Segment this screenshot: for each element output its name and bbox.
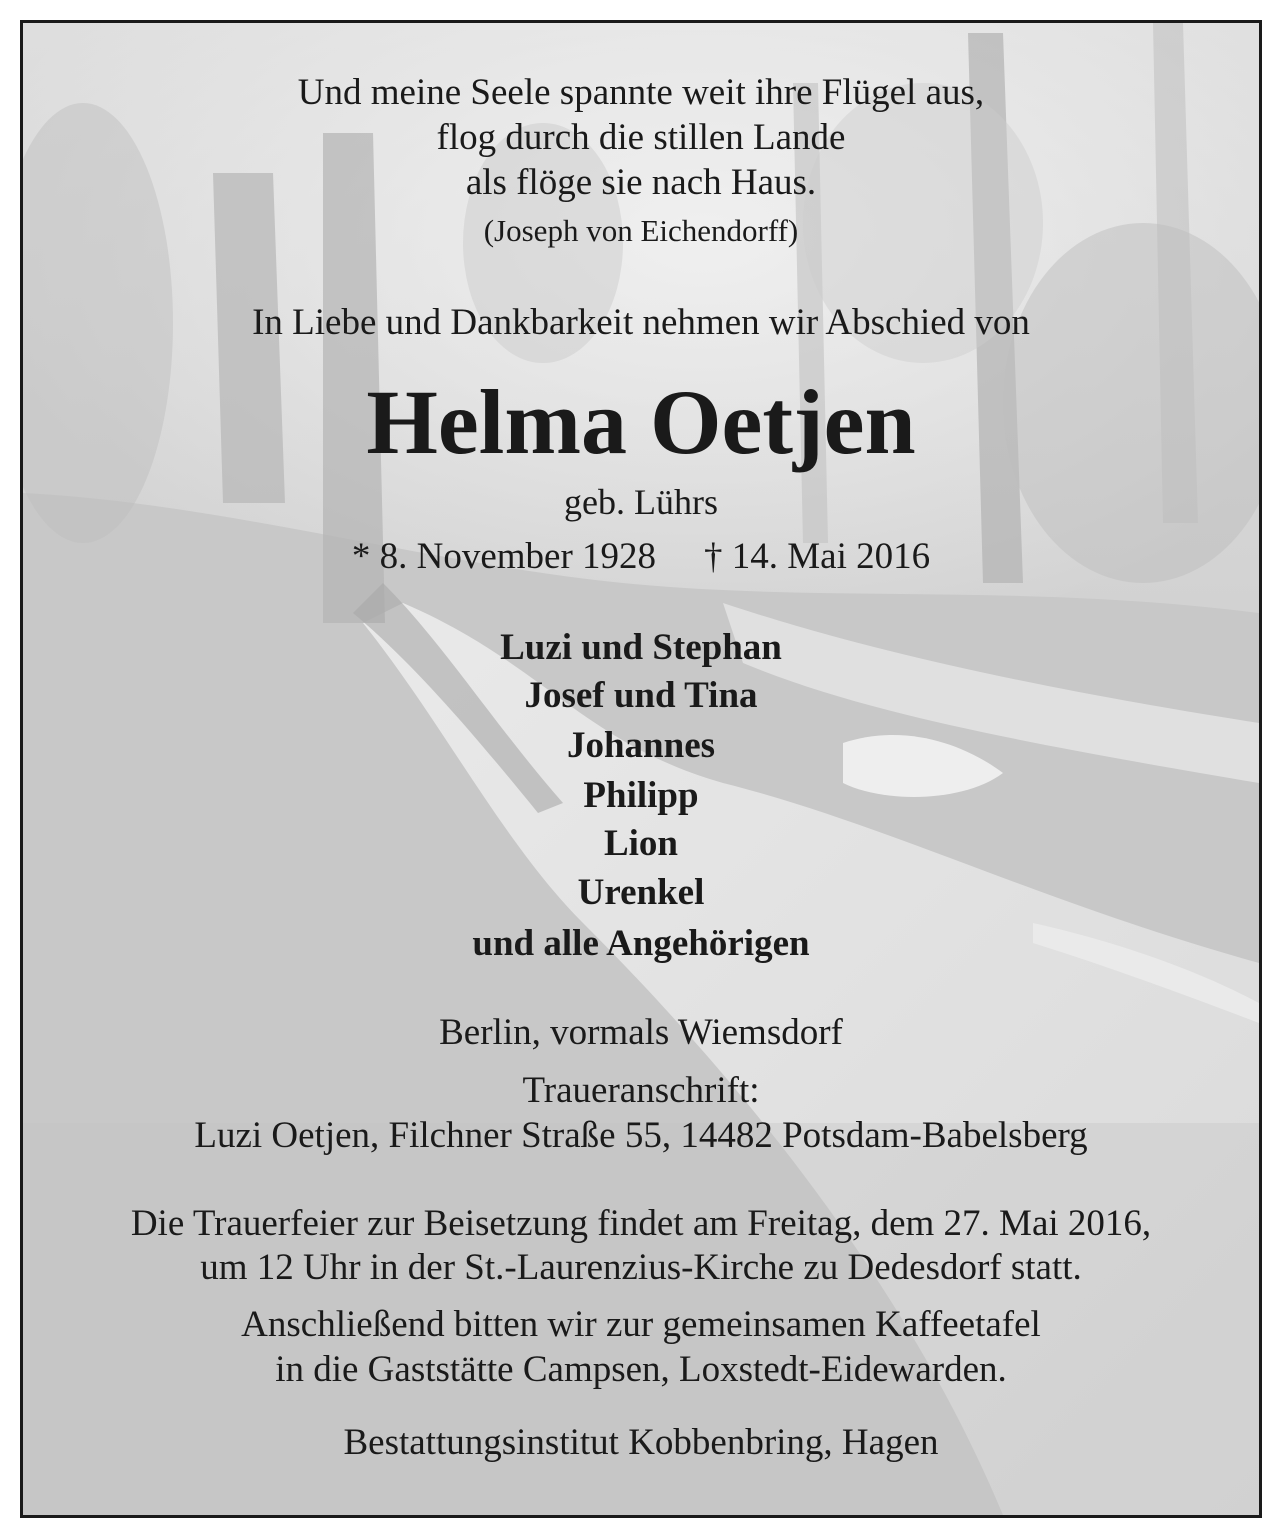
birth-date: * 8. November 1928 <box>351 536 657 577</box>
mourner-6: Urenkel <box>577 872 705 913</box>
reception-line-1: Anschließend bitten wir zur gemeinsamen Kaffeetafel <box>241 1304 1041 1345</box>
mourner-3: Johannes <box>566 725 716 766</box>
deceased-name: Helma Oetjen <box>366 371 916 473</box>
poem-line-2: flog durch die stillen Lande <box>436 117 846 158</box>
mourner-5: Lion <box>603 823 679 864</box>
mourner-7: und alle Angehörigen <box>472 923 810 964</box>
address-value: Luzi Oetjen, Filchner Straße 55, 14482 Potsdam-Babelsberg <box>194 1115 1088 1156</box>
obituary-frame <box>20 20 1262 1518</box>
life-dates <box>23 535 1259 578</box>
farewell-intro: In Liebe und Dankbarkeit nehmen wir Abschied von <box>252 302 1030 343</box>
address-label: Traueranschrift: <box>522 1070 760 1111</box>
obituary-text <box>23 23 1259 1515</box>
mourner-4: Philipp <box>583 775 699 816</box>
death-date: † 14. Mai 2016 <box>704 536 931 577</box>
location: Berlin, vormals Wiemsdorf <box>439 1012 843 1053</box>
funeral-line-2: um 12 Uhr in der St.-Laurenzius-Kirche zu Dedesdorf statt. <box>200 1247 1082 1288</box>
funeral-line-1: Die Trauerfeier zur Beisetzung findet am Freitag, dem 27. Mai 2016, <box>130 1203 1152 1244</box>
reception-line-2: in die Gaststätte Campsen, Loxstedt-Eidewarden. <box>275 1349 1007 1390</box>
poem-line-1: Und meine Seele spannte weit ihre Flügel aus, <box>297 72 985 113</box>
undertaker: Bestattungsinstitut Kobbenbring, Hagen <box>343 1422 939 1463</box>
maiden-name: geb. Lührs <box>564 482 718 522</box>
poem-line-3: als flöge sie nach Haus. <box>465 162 817 203</box>
mourner-2: Josef und Tina <box>524 675 758 716</box>
mourner-1: Luzi und Stephan <box>500 627 782 668</box>
poem-author: (Joseph von Eichendorff) <box>483 213 799 248</box>
